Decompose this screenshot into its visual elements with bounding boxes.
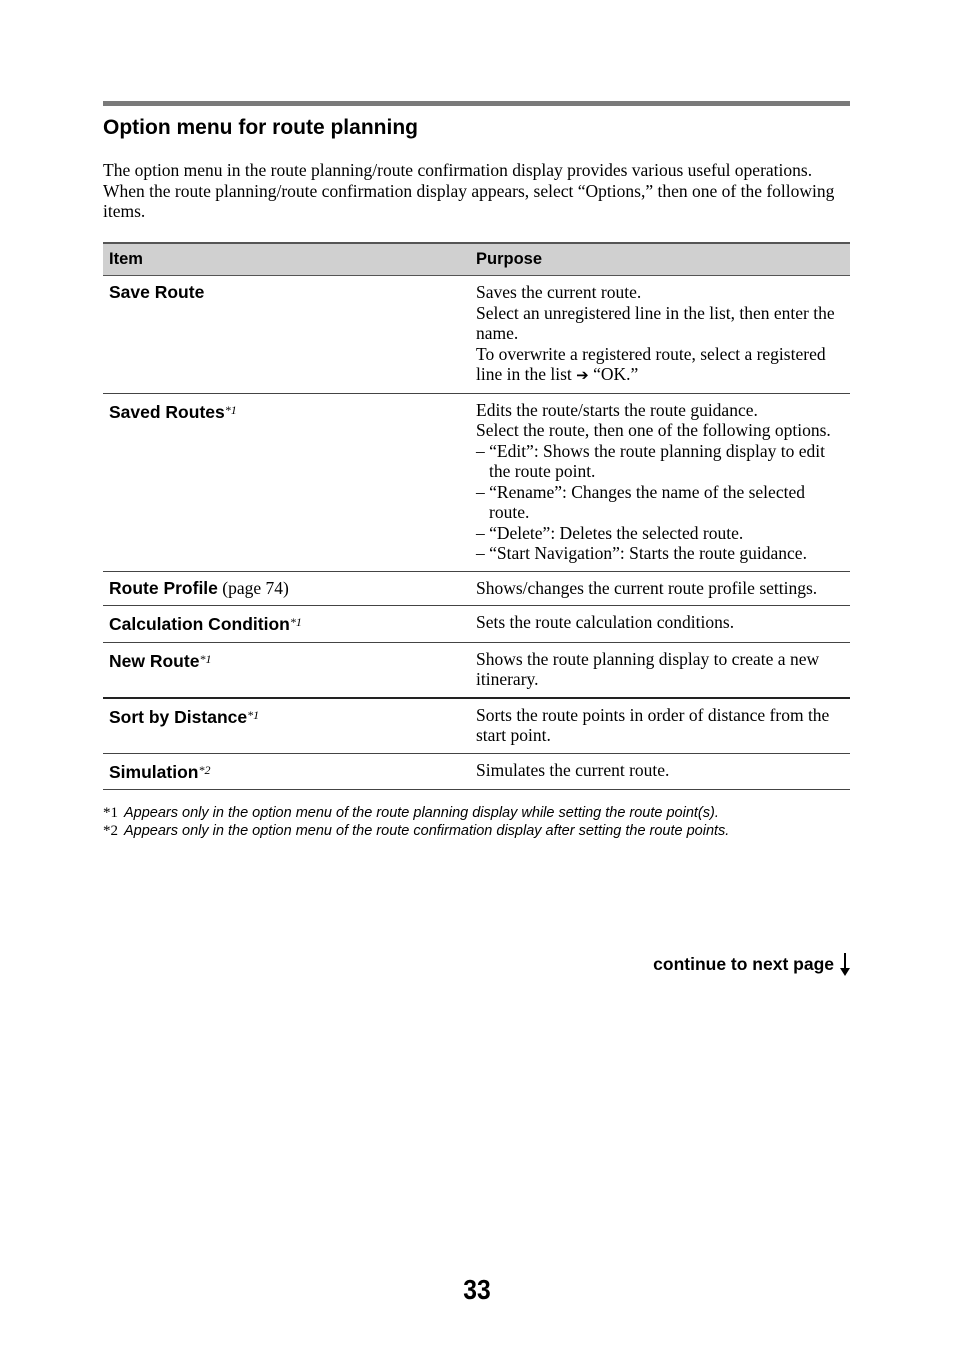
page-number: 33: [463, 1274, 491, 1305]
footnote-text: Appears only in the option menu of the route confirmation display after setting the route points.: [124, 823, 730, 839]
table-header-row: [103, 243, 850, 276]
purpose-text: Select the route, then one of the following options.: [476, 420, 831, 440]
bullet-item: – “Delete”: Deletes the selected route.: [476, 522, 744, 543]
item-name: Route Profile: [109, 577, 218, 598]
item-cell: [103, 571, 470, 606]
item-name: Calculation Condition: [109, 614, 290, 634]
page-reference: (page 74): [222, 577, 289, 598]
item-name: Sort by Distance: [109, 706, 248, 727]
item-cell: [103, 753, 470, 790]
purpose-text: Sets the route calculation conditions.: [476, 612, 735, 632]
table-row: [103, 393, 850, 571]
purpose-cell: [470, 393, 850, 571]
footnote-mark: *1: [103, 805, 118, 821]
footnote-mark: *2: [103, 823, 118, 839]
bullet-item: – “Rename”: Changes the name of the selected route.: [476, 481, 805, 522]
continue-label: continue to next page: [653, 953, 834, 974]
arrow-right-icon: ➔: [576, 366, 589, 384]
item-cell: [103, 393, 470, 571]
purpose-text: Saves the current route.: [476, 282, 642, 302]
options-table: [103, 242, 850, 791]
item-cell: [103, 606, 470, 643]
purpose-cell: [470, 606, 850, 643]
purpose-cell: [470, 276, 850, 394]
footnote-ref: *1: [247, 707, 260, 722]
purpose-text: [476, 344, 844, 386]
footnote-ref: *1: [199, 651, 212, 666]
intro-paragraph: The option menu in the route planning/route confirmation display provides various useful operations.: [103, 160, 813, 180]
purpose-cell: [470, 698, 850, 754]
purpose-cell: [470, 571, 850, 606]
purpose-text: Select an unregistered line in the list, then enter the name.: [476, 302, 835, 343]
purpose-text: Simulates the current route.: [476, 759, 670, 780]
item-name: New Route: [109, 650, 200, 671]
bullet-item: – “Start Navigation”: Starts the route guidance.: [476, 543, 807, 563]
item-name: Save Route: [109, 282, 205, 302]
footnote: [103, 822, 850, 840]
item-name: Saved Routes: [109, 401, 225, 422]
item-cell: [103, 276, 470, 394]
purpose-text-part: “OK.”: [593, 364, 639, 384]
footnote-text: Appears only in the option menu of the route planning display while setting the route point(s).: [124, 805, 719, 821]
table-row: [103, 753, 850, 790]
table-row: [103, 642, 850, 698]
header-item: Item: [103, 243, 470, 276]
table-row: [103, 698, 850, 754]
table-row: [103, 606, 850, 643]
purpose-text: Sorts the route points in order of distance from the start point.: [476, 704, 830, 745]
purpose-text-part: To overwrite a registered route, select a registered line in the list: [476, 343, 826, 384]
header-purpose: Purpose: [470, 243, 850, 276]
page-content: [103, 101, 850, 840]
section-rule: [103, 101, 850, 106]
purpose-cell: [470, 753, 850, 790]
section-title: Option menu for route planning: [103, 116, 418, 139]
table-row: [103, 276, 850, 394]
purpose-text: Shows the route planning display to create a new itinerary.: [476, 648, 820, 689]
continue-indicator: [653, 953, 850, 975]
purpose-text: Edits the route/starts the route guidance.: [476, 399, 758, 420]
item-cell: [103, 642, 470, 698]
bullet-item: – “Edit”: Shows the route planning display to edit the route point.: [476, 440, 825, 481]
item-name: Simulation: [109, 761, 199, 782]
arrow-down-icon: [840, 953, 850, 975]
footnotes: [103, 804, 850, 840]
purpose-text: Shows/changes the current route profile settings.: [476, 577, 818, 598]
intro-paragraph: When the route planning/route confirmation display appears, select “Options,” then one of the following items.: [103, 180, 835, 221]
purpose-cell: [470, 642, 850, 698]
intro-text: [103, 160, 850, 222]
table-row: [103, 571, 850, 606]
footnote-ref: *1: [224, 402, 237, 417]
item-cell: [103, 698, 470, 754]
footnote: [103, 804, 850, 822]
footnote-ref: *2: [198, 762, 211, 777]
footnote-ref: *1: [289, 615, 302, 629]
